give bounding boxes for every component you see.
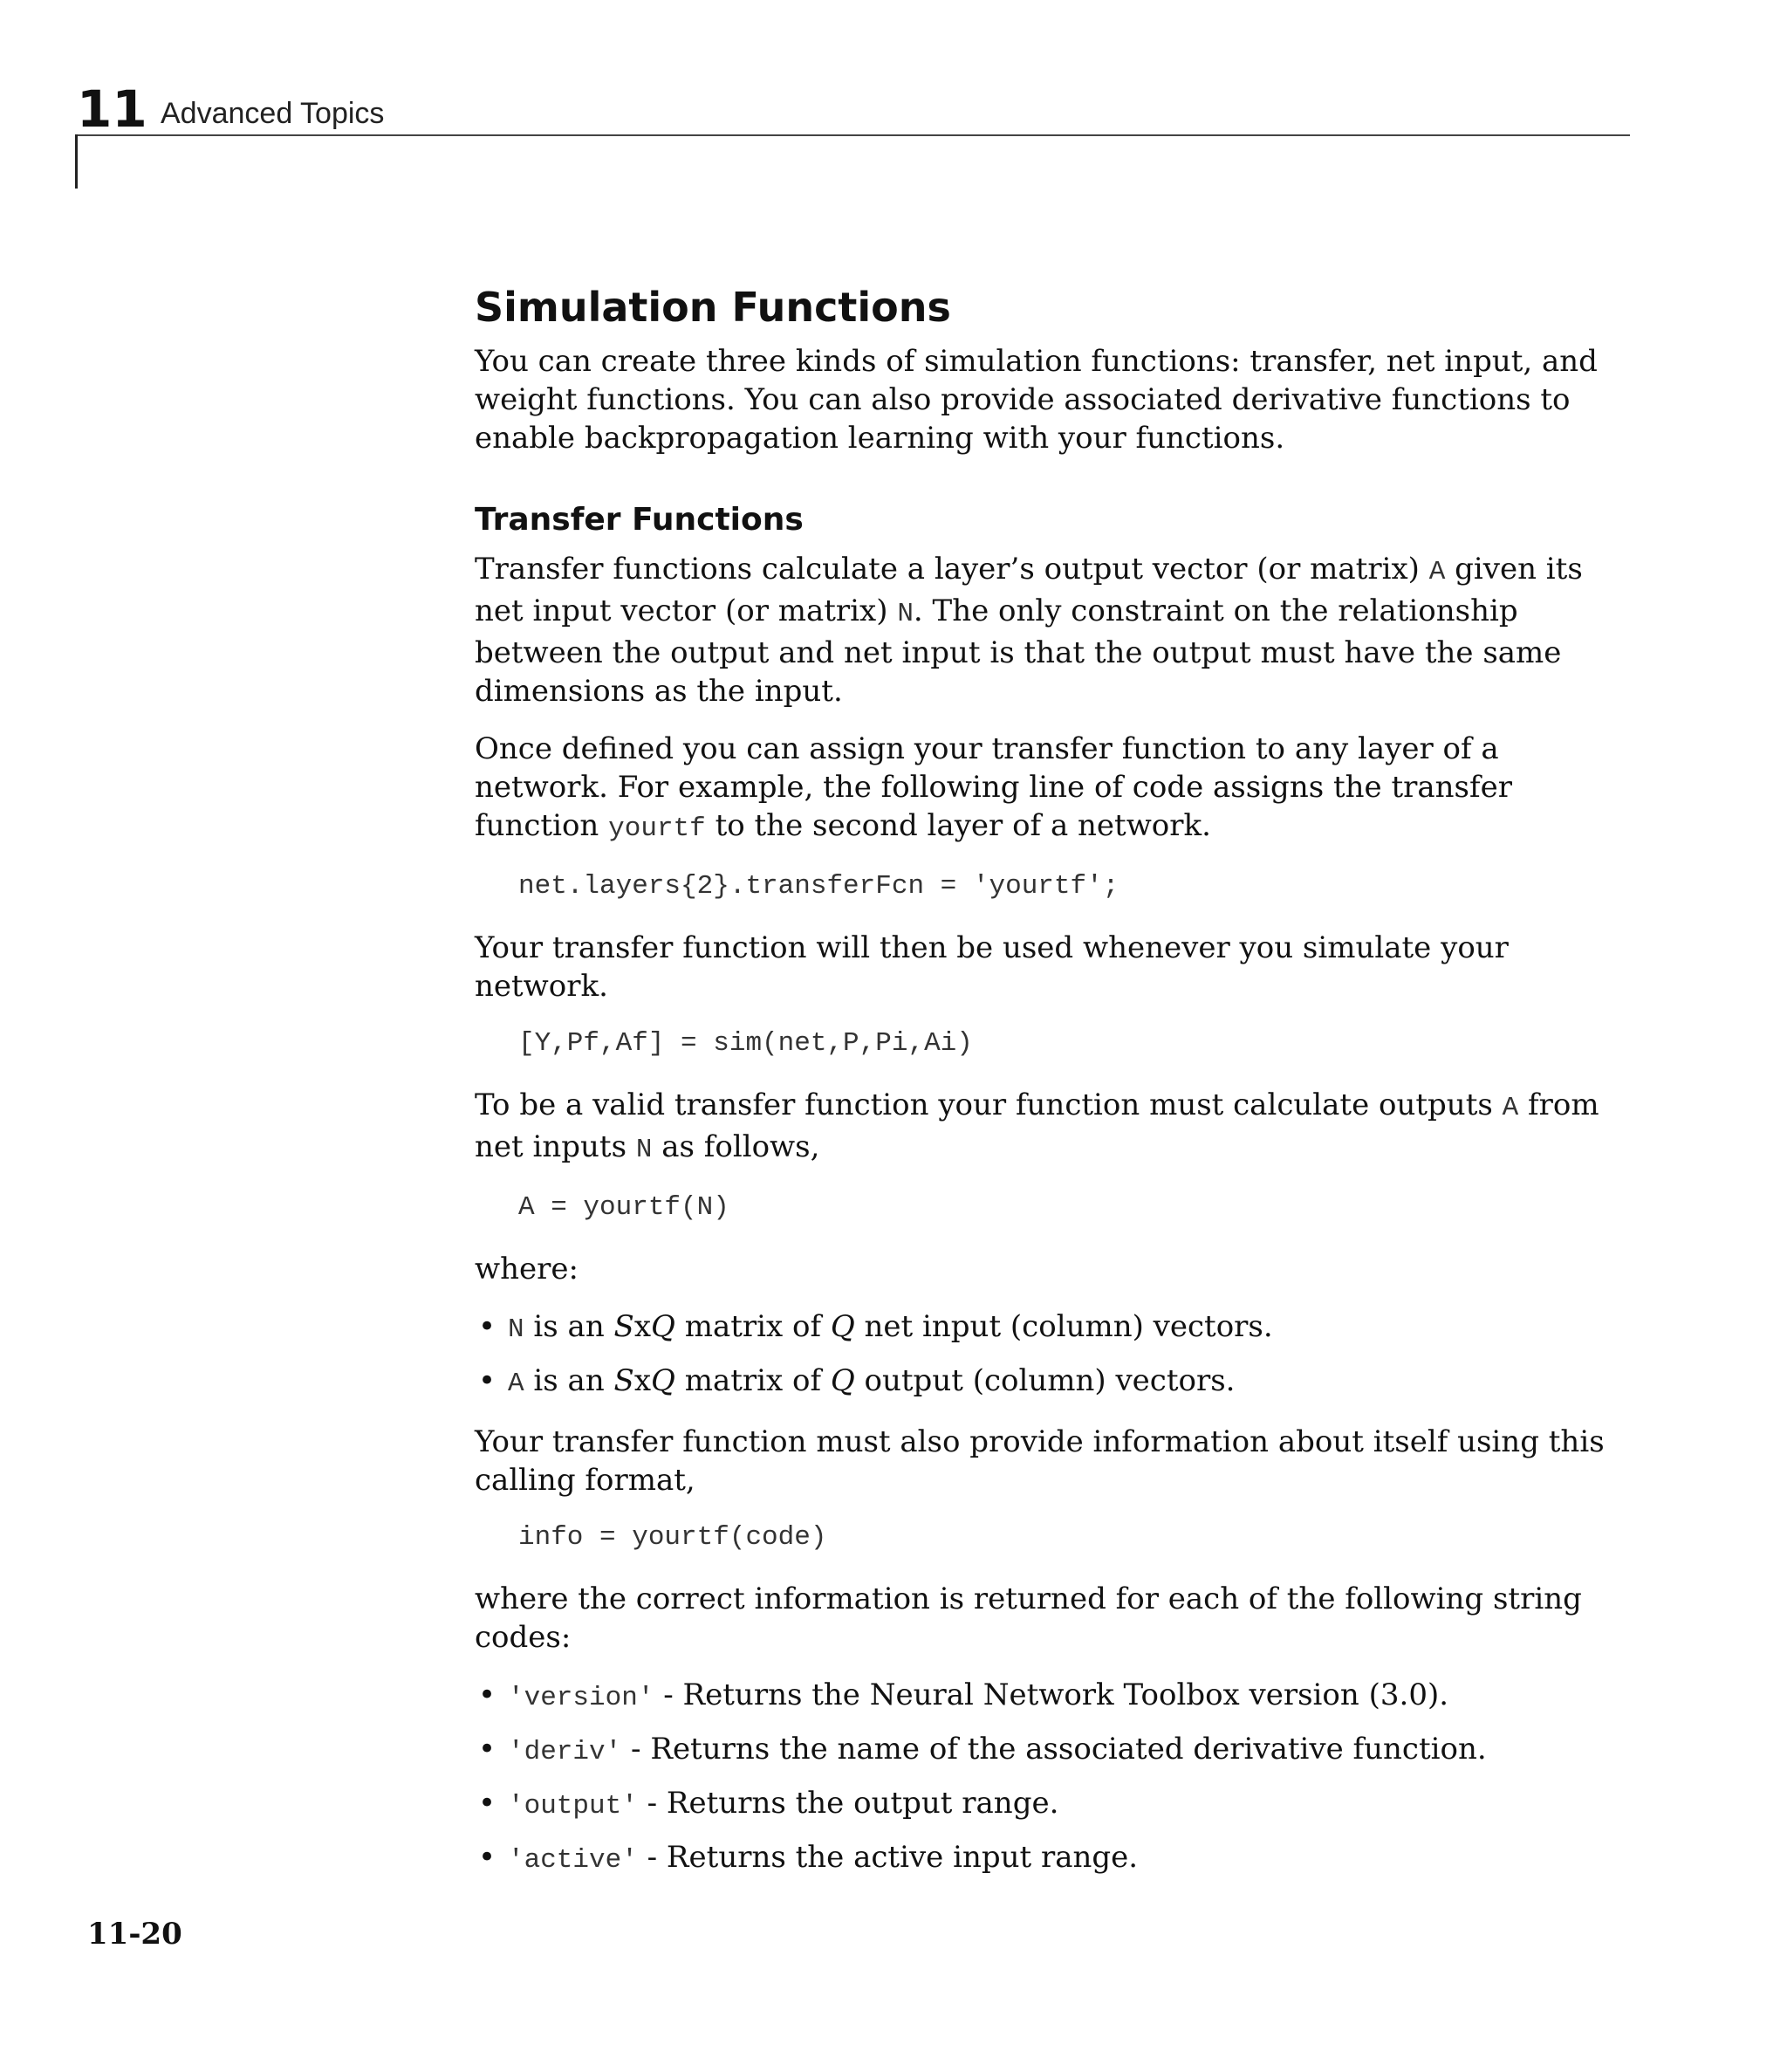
paragraph-info-format: Your transfer function must also provide information about itself using this calling format,: [475, 1424, 1605, 1498]
text-run: x: [633, 1363, 652, 1398]
paragraph-string-codes: where the correct information is returned for each of the following string codes:: [475, 1581, 1582, 1655]
header-margin-tick: [75, 134, 78, 189]
bullet-list-codes: [475, 1676, 1633, 1880]
paragraph-simulate: Your transfer function will then be used whenever you simulate your network.: [475, 930, 1509, 1004]
text-run: to the second layer of a network.: [705, 808, 1211, 843]
text-run: as follows,: [652, 1129, 820, 1164]
bullet-glyph: •: [478, 1786, 496, 1821]
text-run: - Returns the Neural Network Toolbox version (3.0).: [654, 1677, 1449, 1712]
inline-code: 'output': [508, 1791, 638, 1822]
math-symbol: Q: [651, 1309, 675, 1344]
text-run: output (column) vectors.: [854, 1363, 1236, 1398]
math-symbol: S: [613, 1309, 634, 1344]
math-symbol: Q: [651, 1363, 675, 1398]
text-run: - Returns the name of the associated derivative function.: [621, 1732, 1487, 1767]
list-item: [475, 1362, 1633, 1403]
bullet-glyph: •: [478, 1732, 496, 1767]
chapter-number: 11: [77, 79, 147, 139]
text-run: matrix of: [674, 1363, 831, 1398]
text-run: - Returns the active input range.: [637, 1840, 1139, 1875]
math-symbol: Q: [830, 1309, 855, 1344]
inline-code: 'active': [508, 1845, 638, 1876]
inline-code: N: [635, 1135, 653, 1165]
code-block-yourtf: A = yourtf(N): [518, 1192, 729, 1223]
header-rule: [77, 134, 1630, 136]
bullet-glyph: •: [478, 1840, 496, 1875]
text-run: given its net input vector (or matrix): [475, 552, 1583, 628]
section-title: Simulation Functions: [475, 284, 951, 331]
code-block-sim: [Y,Pf,Af] = sim(net,P,Pi,Ai): [518, 1028, 973, 1059]
list-item: [475, 1676, 1633, 1718]
inline-code: yourtf: [608, 813, 706, 844]
inline-code: N: [897, 599, 914, 629]
bullet-glyph: •: [478, 1363, 496, 1398]
paragraph-transfer-definition: [475, 550, 1633, 710]
code-block-assign: net.layers{2}.transferFcn = 'yourtf';: [518, 871, 1119, 902]
inline-code: A: [1502, 1093, 1519, 1123]
code-block-info: info = yourtf(code): [518, 1522, 827, 1553]
text-run: net input (column) vectors.: [854, 1309, 1273, 1344]
inline-code: A: [1428, 557, 1446, 587]
bullet-list-matrices: [475, 1307, 1633, 1403]
list-item: [475, 1730, 1633, 1772]
list-item: [475, 1307, 1633, 1349]
paragraph-where: where:: [475, 1252, 579, 1286]
text-run: . The only constraint on the relationship between the output and net input is that the output must have the same dimensions as the input.: [475, 593, 1562, 709]
paragraph-assign-example: [475, 730, 1633, 848]
chapter-title: Advanced Topics: [161, 97, 385, 130]
inline-code: 'version': [508, 1683, 654, 1713]
text-run: from net inputs: [475, 1087, 1599, 1164]
list-item: [475, 1784, 1633, 1826]
math-symbol: S: [613, 1363, 634, 1398]
text-run: matrix of: [674, 1309, 831, 1344]
subsection-title: Transfer Functions: [475, 502, 804, 538]
text-run: To be a valid transfer function your function must calculate outputs: [475, 1087, 1503, 1122]
inline-code: N: [508, 1314, 524, 1345]
section-intro: You can create three kinds of simulation functions: transfer, net input, and weight functions. You can also provide associated derivative functions to enable backpropagation learning with your functions.: [475, 344, 1598, 456]
text-run: is an: [524, 1363, 614, 1398]
chapter-header: [77, 80, 1630, 138]
text-run: x: [633, 1309, 652, 1344]
inline-code: 'deriv': [508, 1737, 622, 1767]
text-run: is an: [524, 1309, 614, 1344]
bullet-glyph: •: [478, 1309, 496, 1344]
page-number: 11-20: [87, 1917, 182, 1952]
text-run: Transfer functions calculate a layer’s output vector (or matrix): [475, 552, 1429, 587]
bullet-glyph: •: [478, 1677, 496, 1712]
main-content: [475, 283, 1633, 1899]
inline-code: A: [508, 1369, 524, 1399]
text-run: Once defined you can assign your transfer function to any layer of a network. For example, the following line of code assigns the transfer function: [475, 731, 1512, 843]
paragraph-valid-transfer: [475, 1086, 1633, 1170]
text-run: - Returns the output range.: [637, 1786, 1059, 1821]
list-item: [475, 1838, 1633, 1880]
math-symbol: Q: [830, 1363, 855, 1398]
